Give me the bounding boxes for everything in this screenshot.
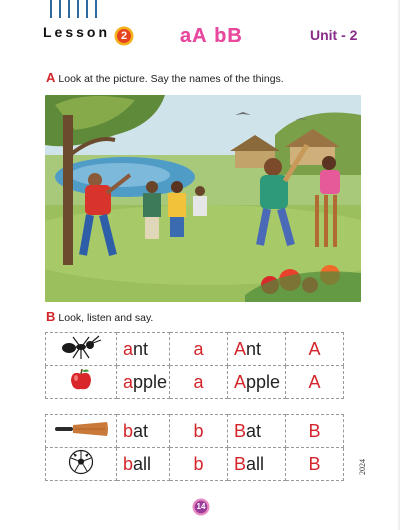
table-row xyxy=(46,366,344,399)
picture-cell xyxy=(46,448,117,481)
title-upper-a: A xyxy=(192,25,208,47)
page-title xyxy=(180,25,243,48)
letter-cell: a xyxy=(170,366,228,399)
letter-cell: b xyxy=(170,415,228,448)
word-cell: ball xyxy=(117,448,170,481)
letter-cell: b xyxy=(170,448,228,481)
capital-word-cell: Bat xyxy=(228,415,286,448)
year-label: 2024 xyxy=(358,459,367,475)
unit-label: Unit - 2 xyxy=(310,27,358,43)
apple-icon xyxy=(68,367,94,393)
lesson-number: 2 xyxy=(120,30,128,42)
ant-icon xyxy=(59,334,103,360)
cricket-scene-illustration xyxy=(45,95,361,302)
lesson-number-badge xyxy=(114,26,134,46)
word-table-b xyxy=(45,414,344,481)
page-number-badge xyxy=(192,498,210,516)
word-cell: apple xyxy=(117,366,170,399)
header-decoration-lines xyxy=(50,0,106,18)
capital-word-cell: Apple xyxy=(228,366,286,399)
section-b-heading xyxy=(46,309,153,324)
capital-letter-cell: A xyxy=(286,333,344,366)
word-cell: ant xyxy=(117,333,170,366)
capital-word-cell: Ant xyxy=(228,333,286,366)
table-row xyxy=(46,448,344,481)
table-row xyxy=(46,415,344,448)
picture-cell xyxy=(46,415,117,448)
table-row xyxy=(46,333,344,366)
lesson-label: Lesson xyxy=(43,24,111,40)
title-lower-a: a xyxy=(180,25,193,47)
capital-letter-cell: A xyxy=(286,366,344,399)
section-b-instruction: Look, listen and say. xyxy=(58,312,154,324)
word-table-a xyxy=(45,332,344,399)
capital-letter-cell: B xyxy=(286,448,344,481)
bat-icon xyxy=(53,419,109,439)
ball-icon xyxy=(68,449,94,475)
section-a-letter: A xyxy=(46,70,56,85)
picture-cell xyxy=(46,366,117,399)
picture-cell xyxy=(46,333,117,366)
title-lower-b: b xyxy=(214,25,228,47)
section-a-heading xyxy=(46,70,284,85)
section-a-instruction: Look at the picture. Say the names of the things. xyxy=(58,73,284,85)
letter-cell: a xyxy=(170,333,228,366)
section-b-letter: B xyxy=(46,309,56,324)
page-number: 14 xyxy=(196,502,206,511)
title-upper-b: B xyxy=(227,25,243,47)
word-cell: bat xyxy=(117,415,170,448)
capital-letter-cell: B xyxy=(286,415,344,448)
capital-word-cell: Ball xyxy=(228,448,286,481)
